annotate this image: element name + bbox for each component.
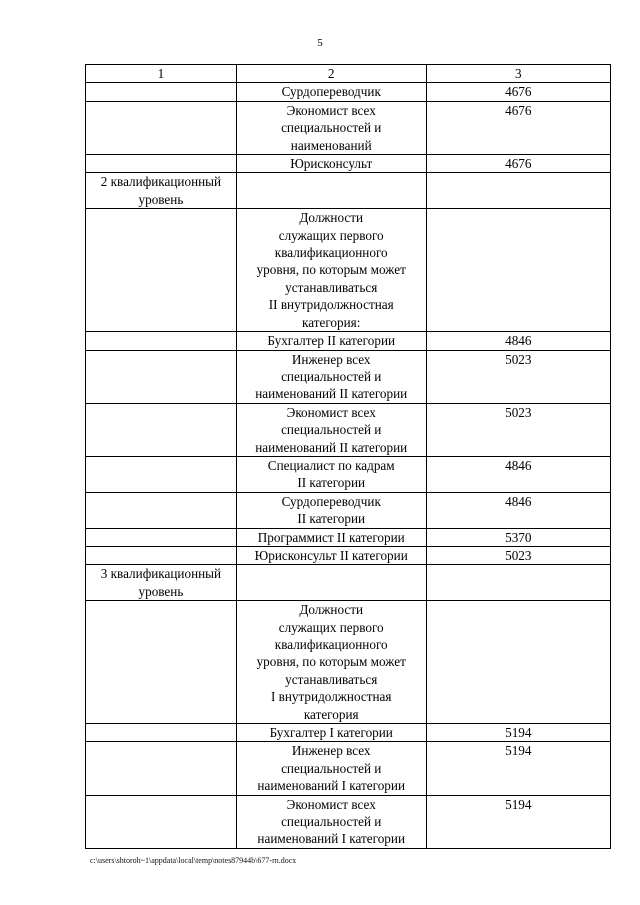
position-cell: Сурдопереводчик (236, 83, 426, 101)
position-cell: Должности служащих первого квалификационного уровня, по которым может устанавливаться II внутридолжностная категория: (236, 209, 426, 332)
position-cell: Бухгалтер I категории (236, 724, 426, 742)
table-row (86, 546, 611, 564)
table-row (86, 83, 611, 101)
level-cell (86, 403, 237, 456)
salary-cell (426, 601, 610, 724)
position-cell: Экономист всех специальностей и наименований II категории (236, 403, 426, 456)
table-row (86, 795, 611, 848)
salary-cell: 5194 (426, 724, 610, 742)
level-cell (86, 83, 237, 101)
position-cell: Экономист всех специальностей и наименований I категории (236, 795, 426, 848)
position-cell: Специалист по кадрам II категории (236, 456, 426, 492)
table-row (86, 601, 611, 724)
salary-cell: 5370 (426, 528, 610, 546)
table-row (86, 209, 611, 332)
position-cell (236, 565, 426, 601)
salary-table (85, 64, 611, 849)
level-cell (86, 101, 237, 154)
level-cell (86, 742, 237, 795)
salary-cell: 4676 (426, 101, 610, 154)
column-header-3: 3 (426, 65, 610, 83)
salary-cell: 4676 (426, 155, 610, 173)
level-cell (86, 332, 237, 350)
table-row (86, 528, 611, 546)
position-cell: Инженер всех специальностей и наименований II категории (236, 350, 426, 403)
table-row (86, 456, 611, 492)
level-cell: 3 квалификационный уровень (86, 565, 237, 601)
file-path-footer: c:\users\shtoroh~1\appdata\local\temp\notes87944b\677-rn.docx (90, 856, 297, 865)
table-header-row (86, 65, 611, 83)
column-header-1: 1 (86, 65, 237, 83)
salary-cell (426, 565, 610, 601)
salary-cell: 5194 (426, 795, 610, 848)
table-row (86, 492, 611, 528)
salary-cell: 4676 (426, 83, 610, 101)
table-row (86, 403, 611, 456)
salary-cell: 5023 (426, 546, 610, 564)
salary-cell (426, 209, 610, 332)
level-cell (86, 528, 237, 546)
salary-cell: 4846 (426, 492, 610, 528)
salary-cell: 4846 (426, 456, 610, 492)
table-row (86, 350, 611, 403)
salary-cell: 5023 (426, 350, 610, 403)
table-row (86, 742, 611, 795)
level-cell (86, 492, 237, 528)
position-cell: Сурдопереводчик II категории (236, 492, 426, 528)
position-cell: Юрисконсульт (236, 155, 426, 173)
page-number: 5 (317, 37, 323, 49)
salary-cell: 5194 (426, 742, 610, 795)
salary-cell: 4846 (426, 332, 610, 350)
salary-cell: 5023 (426, 403, 610, 456)
position-cell (236, 173, 426, 209)
level-cell (86, 724, 237, 742)
table-row (86, 101, 611, 154)
table-body (86, 65, 611, 849)
position-cell: Должности служащих первого квалификационного уровня, по которым может устанавливаться I внутридолжностная категория (236, 601, 426, 724)
table-row (86, 155, 611, 173)
position-cell: Программист II категории (236, 528, 426, 546)
table-row (86, 565, 611, 601)
level-cell (86, 795, 237, 848)
position-cell: Бухгалтер II категории (236, 332, 426, 350)
table-row (86, 173, 611, 209)
table-row (86, 724, 611, 742)
level-cell (86, 546, 237, 564)
level-cell (86, 601, 237, 724)
column-header-2: 2 (236, 65, 426, 83)
level-cell (86, 155, 237, 173)
table-row (86, 332, 611, 350)
position-cell: Экономист всех специальностей и наименований (236, 101, 426, 154)
position-cell: Инженер всех специальностей и наименований I категории (236, 742, 426, 795)
salary-cell (426, 173, 610, 209)
position-cell: Юрисконсульт II категории (236, 546, 426, 564)
level-cell (86, 456, 237, 492)
level-cell (86, 209, 237, 332)
level-cell (86, 350, 237, 403)
level-cell: 2 квалификационный уровень (86, 173, 237, 209)
